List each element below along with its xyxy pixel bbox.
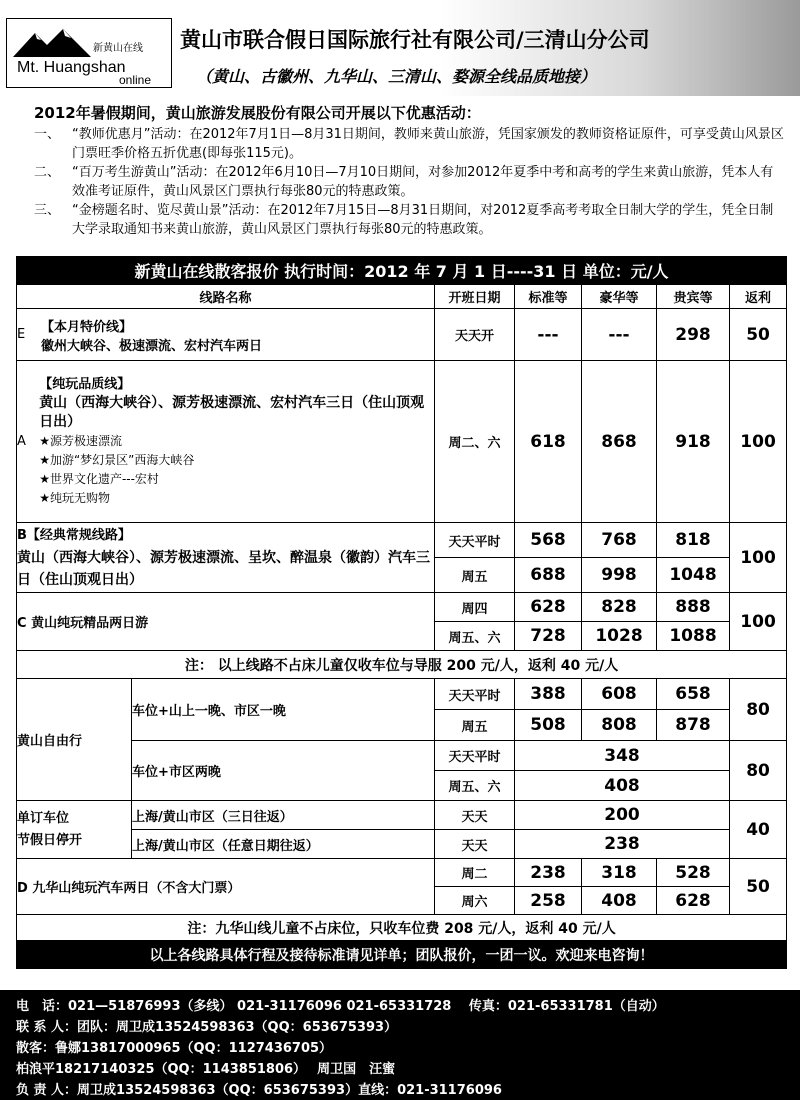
header-rebate: 返利	[730, 285, 787, 309]
header-standard: 标准等	[515, 285, 582, 309]
table-row: 周五、六 728 1028 1088	[17, 622, 787, 651]
footer-contacts	[0, 990, 800, 1100]
note-child-policy: 注： 以上线路不占床儿童仅收车位与导服 200 元/人，返利 40 元/人	[17, 651, 787, 679]
table-row: E 【本月特价线】 徽州大峡谷、极速漂流、宏村汽车两日 天天开 --- --- 298 50	[17, 309, 787, 361]
company-name: 黄山市联合假日国际旅行社有限公司/三清山分公司	[180, 28, 650, 52]
promo-item: 一、 “教师优惠月”活动：在2012年7月1日—8月31日期间，教师来黄山旅游，凭国家颁发的教师资格证原件，可享受黄山风景区门票旺季价格五折优惠(即每张115元)。	[34, 127, 784, 161]
header-vip: 贵宾等	[657, 285, 730, 309]
price-table	[16, 256, 787, 969]
table-row: 周五 508 808 878	[17, 710, 787, 741]
table-row: 周六 258 408 628	[17, 887, 787, 915]
logo-online: online	[119, 73, 152, 87]
contact-manager: 负 责 人：周卫成13524598363（QQ：653675393）直线：021-31176096	[16, 1083, 502, 1098]
promo-item: 三、 “金榜题名时、览尽黄山景”活动：在2012年7月15日—8月31日期间，对2012夏季高考考取全日制大学的学生，凭全日制大学录取通知书来黄山旅游，黄山风景区门票执行每张80元的特惠政策。	[34, 203, 774, 237]
promo-section	[14, 104, 784, 239]
logo-cn: 新黄山在线	[93, 43, 143, 54]
contact-phone: 电 话：021—51876993（多线） 021-31176096 021-65331728 传真：021-65331781（自动）	[16, 999, 665, 1014]
promo-title: 2012年暑假期间，黄山旅游发展股份有限公司开展以下优惠活动：	[34, 104, 481, 122]
header-schedule: 开班日期	[435, 285, 515, 309]
table-row: 黄山自由行 车位+山上一晚、市区一晚 天天平时 388 608 658 80	[17, 679, 787, 710]
contact-team: 联 系 人：团队：周卫成13524598363（QQ：653675393）	[16, 1020, 398, 1035]
contact-other: 柏浪平18217140325（QQ：1143851806） 周卫国 汪蜜	[16, 1062, 396, 1077]
logo-en: Mt. Huangshan	[17, 59, 126, 76]
header-route: 线路名称	[17, 285, 435, 309]
mountain-icon	[13, 25, 91, 59]
bottom-notice: 以上各线路具体行程及接待标准请见详单；团队报价，一团一议。欢迎来电咨询！	[17, 941, 787, 969]
table-row: 单订车位 节假日停开 上海/黄山市区（三日往返） 天天 200 40	[17, 801, 787, 830]
table-row: 周五 688 998 1048	[17, 558, 787, 593]
table-row: 车位+市区两晚 天天平时 348 80	[17, 741, 787, 771]
note-jiuhua-child: 注：九华山线儿童不占床位，只收车位费 208 元/人，返利 40 元/人	[17, 915, 787, 941]
promo-item: 二、 “百万考生游黄山”活动：在2012年6月10日—7月10日期间，对参加2012年夏季中考和高考的学生来黄山旅游，凭本人有效准考证原件，黄山风景区门票执行每张80元的特惠政策。	[34, 165, 774, 199]
logo	[6, 18, 172, 88]
header	[0, 0, 800, 96]
table-row: A 【纯玩品质线】 黄山（西海大峡谷）、源芳极速漂流、宏村汽车三日（住山顶观日出） ★源芳极速漂流 ★加游“梦幻景区”西海大峡谷 ★世界文化遗产---宏村 ★纯玩无购物 周二、六 618 868 918 100	[17, 361, 787, 523]
table-row: 周五、六 408	[17, 771, 787, 801]
table-title: 新黄山在线散客报价 执行时间：2012 年 7 月 1 日----31 日 单位：元/人	[17, 257, 787, 285]
table-row: C 黄山纯玩精品两日游 周四 628 828 888 100	[17, 593, 787, 622]
header-deluxe: 豪华等	[582, 285, 657, 309]
table-row: B【经典常规线路】 黄山（西海大峡谷）、源芳极速漂流、呈坎、醉温泉（徽韵）汽车三日（住山顶观日出） 天天平时 568 768 818 100	[17, 523, 787, 558]
company-subtitle: （黄山、古徽州、九华山、三清山、婺源全线品质地接）	[196, 67, 597, 86]
table-row: D 九华山纯玩汽车两日（不含大门票） 周二 238 318 528 50	[17, 859, 787, 887]
contact-individual: 散客：鲁娜13817000965（QQ：1127436705）	[16, 1041, 333, 1056]
table-row: 上海/黄山市区（任意日期往返） 天天 238	[17, 830, 787, 859]
